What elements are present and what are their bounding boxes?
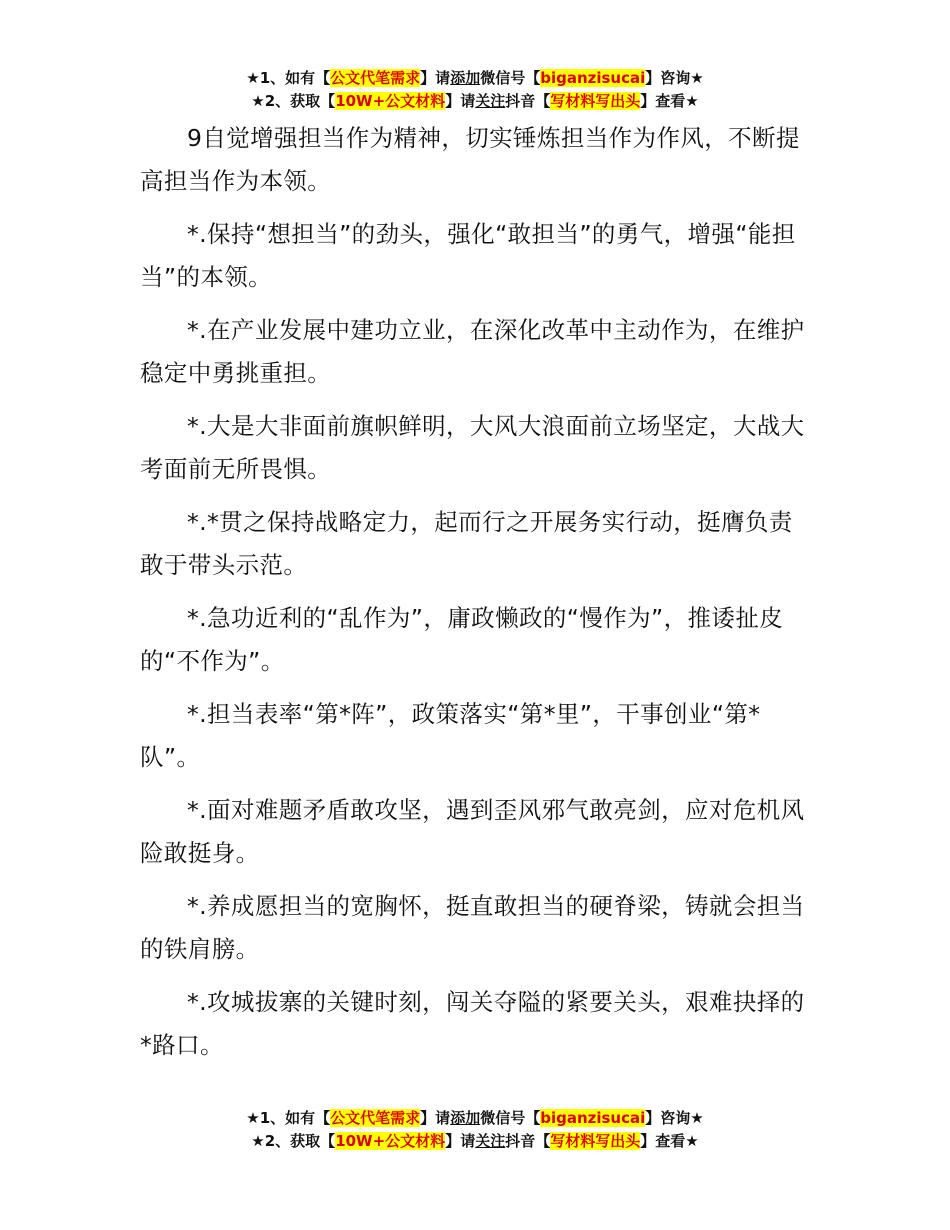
body-paragraph: *.在产业发展中建功立业，在深化改革中主动作为，在维护稳定中勇挑重担。	[140, 316, 805, 387]
document-body	[140, 117, 812, 1077]
body-paragraph: *.担当表率“第*阵”，政策落实“第*里”，干事创业“第*队”。	[140, 700, 761, 771]
header-line-1-highlight-service: 公文代笔需求	[330, 69, 421, 87]
header-line-1-suffix: 】咨询★	[645, 69, 704, 87]
footer-line-1-suffix: 】咨询★	[645, 1109, 704, 1127]
body-paragraph: 9自觉增强担当作为精神，切实锤炼担当作为作风，不断提高担当作为本领。	[140, 124, 800, 195]
header-line-2-suffix: 】查看★	[640, 92, 699, 110]
footer-line-1-mid2: 微信号【	[480, 1109, 541, 1127]
footer-line-1	[0, 1107, 950, 1130]
header-line-2-underlined: 关注	[475, 92, 506, 110]
body-paragraph: *.大是大非面前旗帜鲜明，大风大浪面前立场坚定，大战大考面前无所畏惧。	[140, 412, 805, 483]
body-paragraph: *.养成愿担当的宽胸怀，挺直敢担当的硬脊梁，铸就会担当的铁肩膀。	[140, 892, 805, 963]
footer-line-2-prefix: ★2、获取【	[251, 1132, 336, 1150]
header-line-2-highlight-materials: 10W+公文材料	[335, 92, 446, 110]
footer-line-2-underlined: 关注	[475, 1132, 506, 1150]
body-paragraph: *.面对难题矛盾敢攻坚，遇到歪风邪气敢亮剑，应对危机风险敢挺身。	[140, 796, 805, 867]
header-line-1-prefix: ★1、如有【	[246, 69, 331, 87]
header-line-2-mid: 】请	[445, 92, 476, 110]
header-line-2	[0, 90, 950, 113]
footer-line-2-mid: 】请	[445, 1132, 476, 1150]
body-paragraph: *.急功近利的“乱作为”，庸政懒政的“慢作为”，推诿扯皮的“不作为”。	[140, 604, 784, 675]
header-line-1-mid2: 微信号【	[480, 69, 541, 87]
header-line-2-highlight-account: 写材料写出头	[550, 92, 641, 110]
header-line-2-mid2: 抖音【	[505, 92, 551, 110]
footer-line-2-highlight-materials: 10W+公文材料	[335, 1132, 446, 1150]
body-paragraph: *.攻城拔寨的关键时刻，闯关夺隘的紧要关头，艰难抉择的*路口。	[140, 988, 805, 1059]
header-line-1-highlight-wechat-id: biganzisucai	[540, 69, 646, 87]
header-line-1-underlined: 添加	[450, 69, 481, 87]
footer-line-1-mid: 】请	[420, 1109, 451, 1127]
footer-banner	[0, 1107, 950, 1153]
footer-line-2-highlight-account: 写材料写出头	[550, 1132, 641, 1150]
footer-line-1-highlight-wechat-id: biganzisucai	[540, 1109, 646, 1127]
header-banner	[0, 67, 950, 113]
body-paragraph: *.*贯之保持战略定力，起而行之开展务实行动，挺膺负责敢于带头示范。	[140, 508, 793, 579]
footer-line-1-prefix: ★1、如有【	[246, 1109, 331, 1127]
footer-line-1-underlined: 添加	[450, 1109, 481, 1127]
header-line-1-mid: 】请	[420, 69, 451, 87]
footer-line-2	[0, 1130, 950, 1153]
header-line-1	[0, 67, 950, 90]
footer-line-2-mid2: 抖音【	[505, 1132, 551, 1150]
header-line-2-prefix: ★2、获取【	[251, 92, 336, 110]
footer-line-2-suffix: 】查看★	[640, 1132, 699, 1150]
footer-line-1-highlight-service: 公文代笔需求	[330, 1109, 421, 1127]
body-paragraph: *.保持“想担当”的劲头，强化“敢担当”的勇气，增强“能担当”的本领。	[140, 220, 796, 291]
